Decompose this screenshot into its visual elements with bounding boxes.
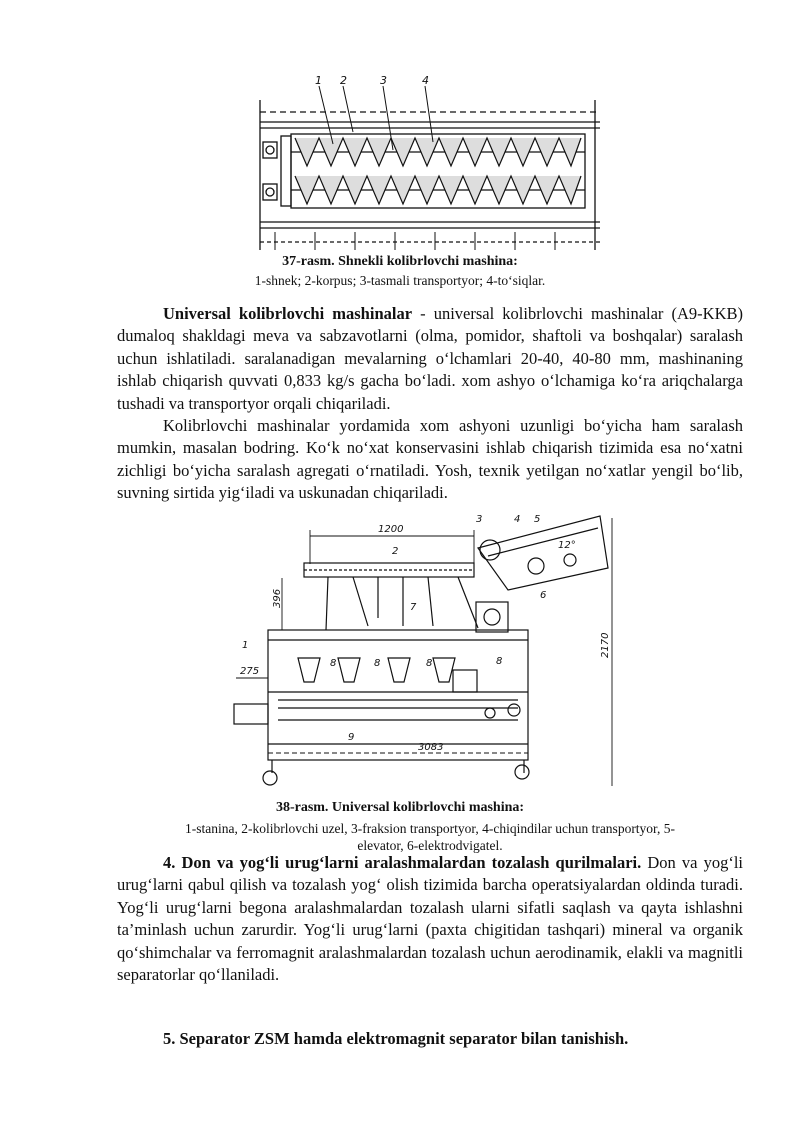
paragraph-lead-bold: Universal kolibrlovchi mashinalar [163, 304, 413, 323]
figure-38-caption-line2: elevator, 6-elektrodvigatel. [357, 838, 503, 853]
fig2-label-8a: 8 [330, 658, 337, 669]
fig2-dim-3083: 3083 [418, 742, 444, 753]
fig2-dim-2170: 2170 [600, 632, 611, 658]
figure-38-caption-title: 38-rasm. Universal kolibrlovchi mashina: [275, 800, 525, 815]
fig1-label-3: 3 [380, 74, 387, 87]
paragraph-1-text: - universal kolibrlovchi mashinalar (A9-KKB) dumaloq shakldagi meva va sabzavotlarni (olma, pomidor, shaftoli va boshqalar) saralash uchun ishlatiladi. saralanadigan mevalarning o‘lchamlari 20-40, 40-80 mm, mashinaning ishlab chiqarish quvvati 0,833 kg/s gacha bo‘ladi. xom ashyo o‘lchamiga ko‘ra ariqchalarga tushadi va transportyor orqali chiqariladi. [117, 304, 743, 413]
fig2-label-5: 5 [534, 514, 541, 525]
fig2-label-2: 2 [392, 546, 399, 557]
fig1-label-2: 2 [340, 74, 347, 87]
figure-38-universal-machine [228, 508, 632, 793]
fig2-label-6: 6 [540, 590, 547, 601]
figure-37-caption-text: 1-shnek; 2-korpus; 3-tasmali transportyor; 4-to‘siqlar. [254, 273, 546, 288]
section-4-paragraph [117, 852, 743, 986]
fig2-label-3: 3 [476, 514, 483, 525]
section-4-heading: 4. Don va yog‘li urug‘larni aralashmalardan tozalash qurilmalari. [163, 853, 642, 872]
section-4-text: Don va yog‘li urug‘larni qabul qilish va tozalash yog‘ olish tizimida barcha operatsiyalardan oldinda turadi. Yog‘li urug‘larni begona aralashmalardan tozalash ularni sifatli saqlash va qayta ishlashni ta’minlash uchun zarurdir. Yog‘li urug‘larni (paxta chigitidan tashqari) mineral va organik qo‘shimchalar va ferromagnit aralashmalardan tozalash uchun aerodinamik, elakli va magnitli separatorlar qo‘llaniladi. [117, 853, 743, 985]
figure-37-drawing [255, 72, 605, 252]
fig2-dim-275: 275 [240, 666, 260, 677]
fig2-label-8c: 8 [426, 658, 433, 669]
fig1-label-1: 1 [315, 74, 322, 87]
paragraph-universal-machines [117, 303, 743, 415]
fig2-label-8d: 8 [496, 656, 503, 667]
fig2-dim-1200: 1200 [378, 524, 404, 535]
fig2-label-8b: 8 [374, 658, 381, 669]
fig2-label-4: 4 [514, 514, 521, 525]
paragraph-calibrating-length: Kolibrlovchi mashinalar yordamida xom ashyoni uzunligi bo‘yicha ham saralash mumkin, masalan bodring. Ko‘k no‘xat konservasini ishlab chiqarish tizimida esa no‘xatni zichligi bo‘yicha saralash agregati o‘rnatiladi. Yosh, texnik yetilgan no‘xatlar yengil bo‘lib, suvning sirtida yig‘iladi va uskunadan chiqariladi. [117, 416, 743, 503]
fig2-dim-396: 396 [272, 588, 283, 608]
fig1-label-4: 4 [422, 74, 429, 87]
fig2-dim-angle: 12° [558, 540, 576, 551]
figure-37-caption-title: 37-rasm. Shnekli kolibrlovchi mashina: [282, 254, 518, 269]
figure-37-screw-machine [255, 72, 605, 252]
fig2-label-9: 9 [348, 732, 355, 743]
fig2-label-1: 1 [242, 640, 249, 651]
figure-38-caption-line1: 1-stanina, 2-kolibrlovchi uzel, 3-fraksion transportyor, 4-chiqindilar uchun transportyor, 5- [184, 821, 676, 836]
figure-38-drawing [228, 508, 632, 793]
section-5-heading: 5. Separator ZSM hamda elektromagnit separator bilan tanishish. [163, 1029, 629, 1048]
fig2-label-7: 7 [410, 602, 417, 613]
